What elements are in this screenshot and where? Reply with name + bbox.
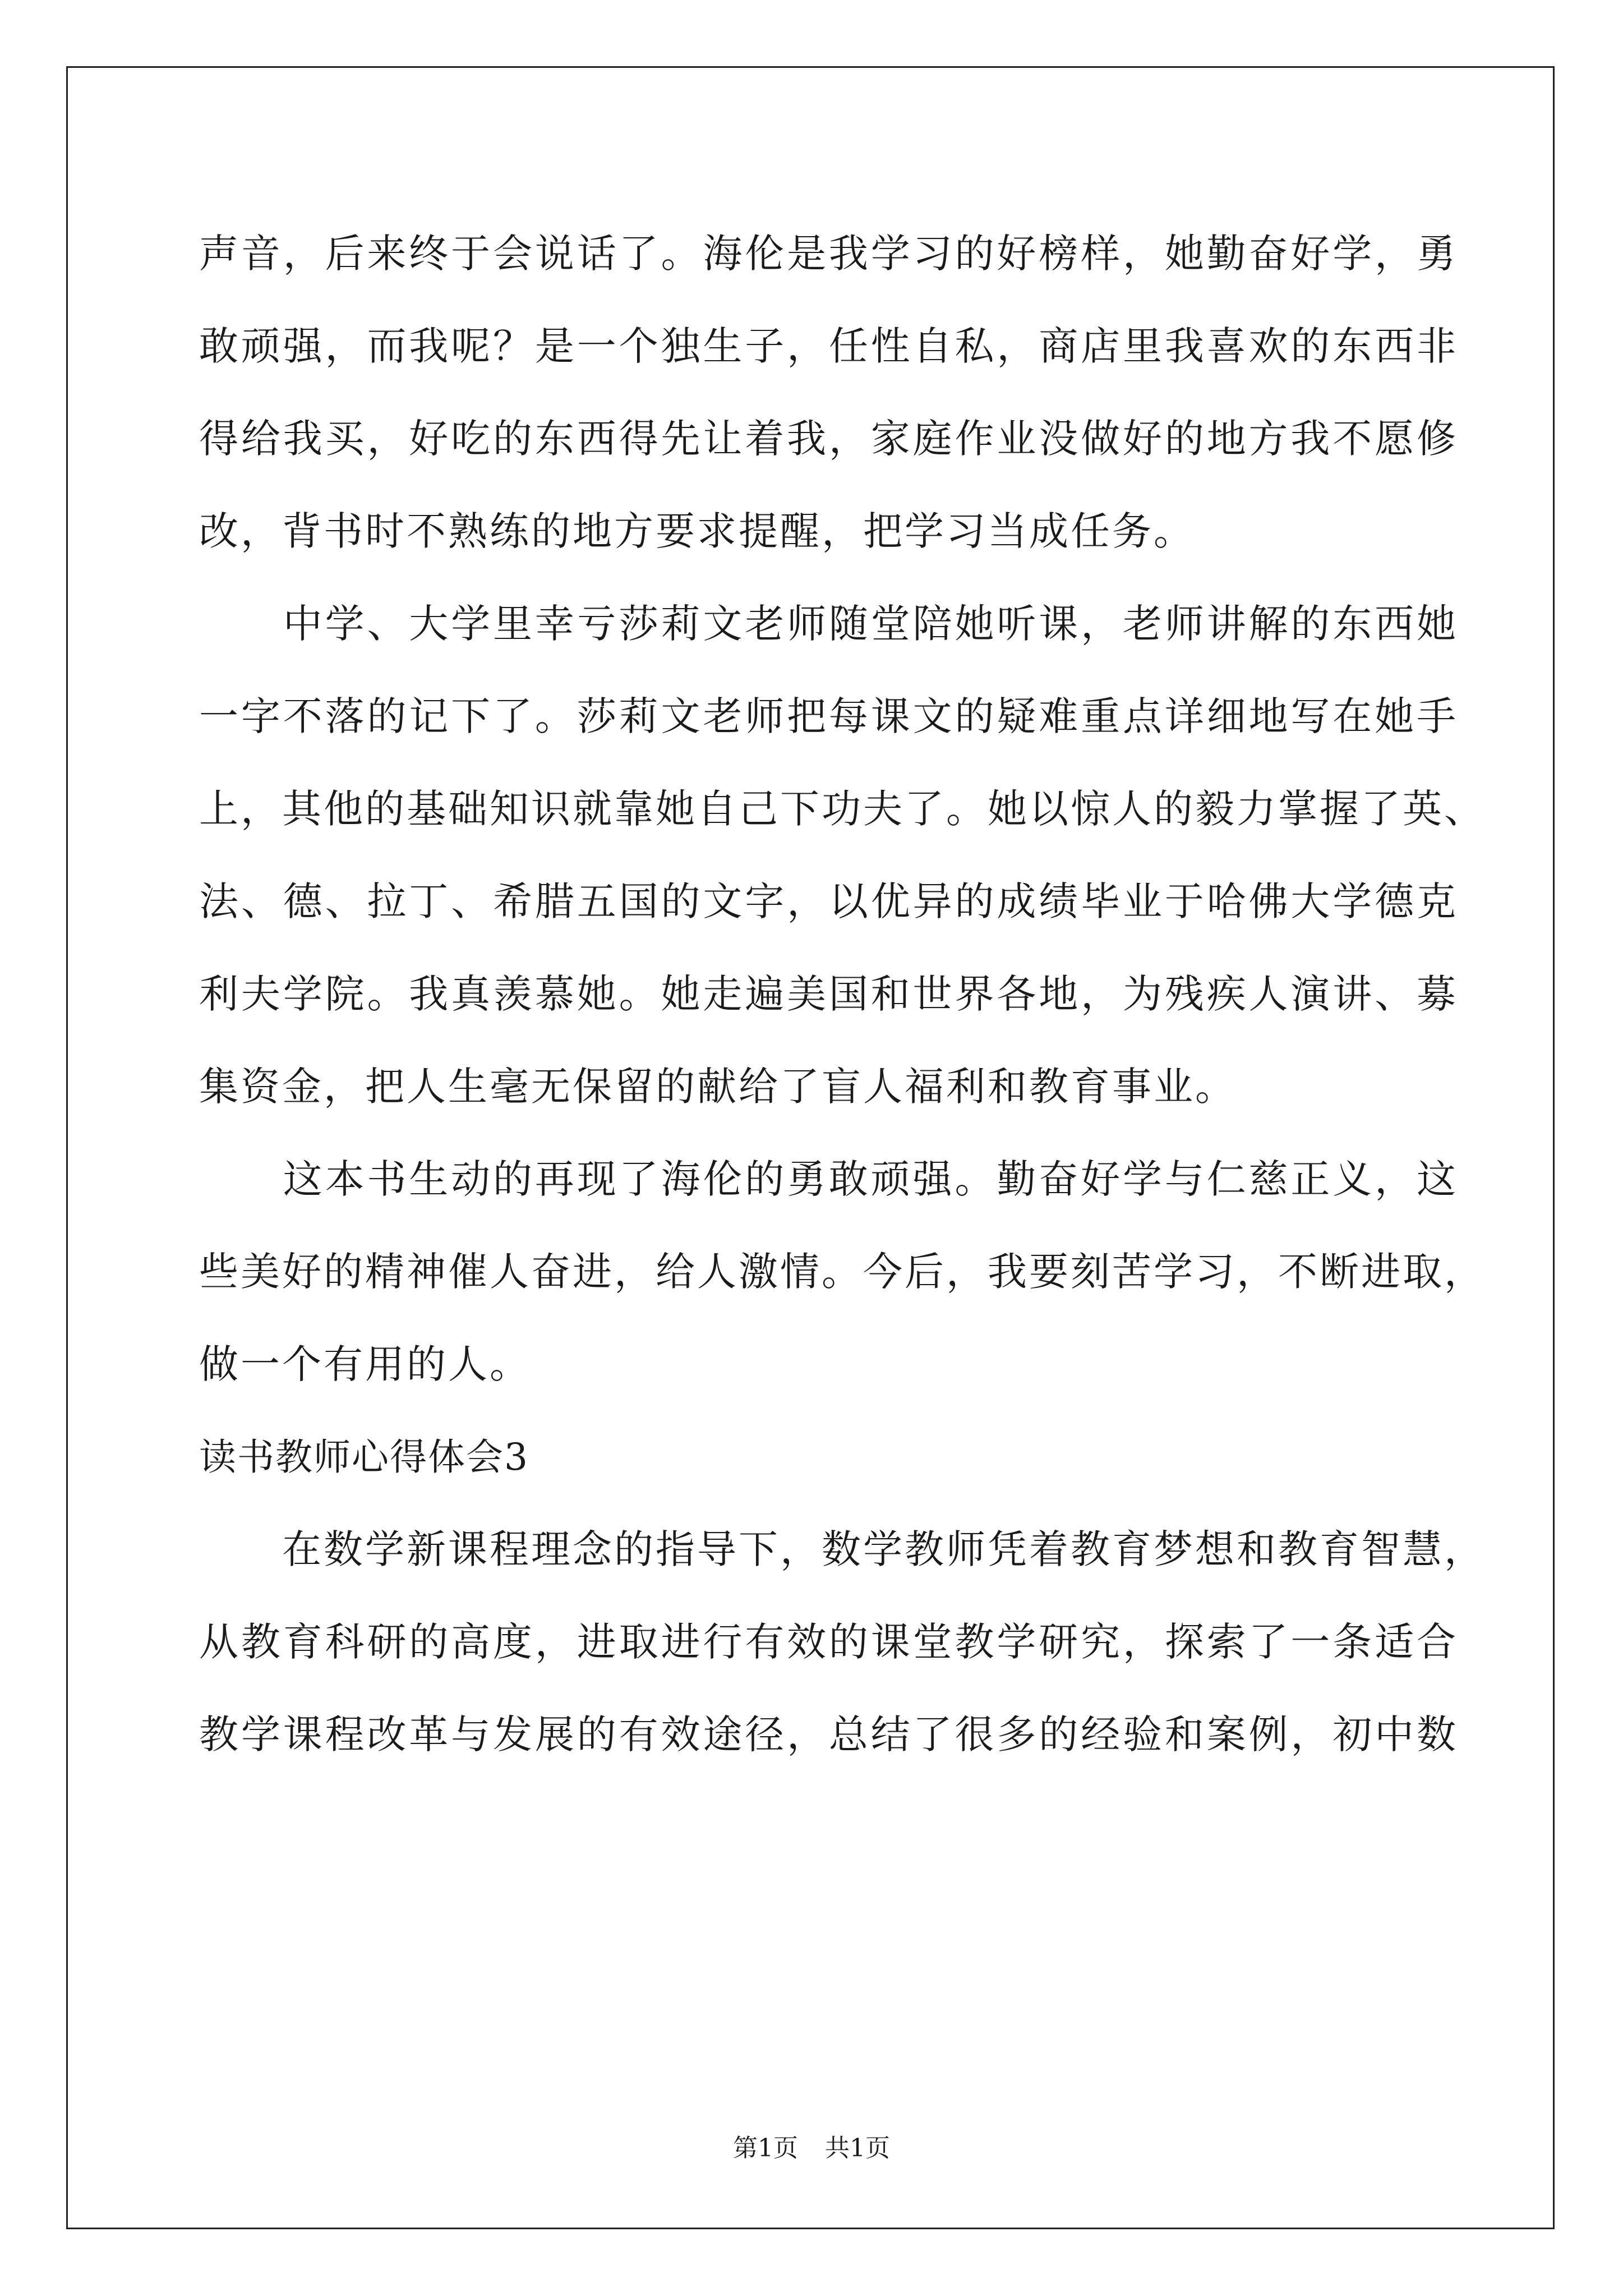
text-line: 中学、大学里幸亏莎莉文老师随堂陪她听课，老师讲解的东西她 bbox=[199, 601, 1458, 647]
text-line: 上，其他的基础知识就靠她自己下功夫了。她以惊人的毅力掌握了英、 bbox=[199, 786, 1486, 832]
text-line: 敢顽强，而我呢？是一个独生子，任性自私，商店里我喜欢的东西非 bbox=[199, 323, 1458, 369]
page-total: 共1页 bbox=[825, 2134, 890, 2162]
text-line: 这本书生动的再现了海伦的勇敢顽强。勤奋好学与仁慈正义，这 bbox=[199, 1156, 1458, 1202]
text-line: 集资金，把人生毫无保留的献给了盲人福利和教育事业。 bbox=[199, 1064, 1237, 1110]
text-line: 声音，后来终于会说话了。海伦是我学习的好榜样，她勤奋好学，勇 bbox=[199, 231, 1458, 277]
text-line: 利夫学院。我真羡慕她。她走遍美国和世界各地，为残疾人演讲、募 bbox=[199, 971, 1458, 1017]
text-line: 法、德、拉丁、希腊五国的文字，以优异的成绩毕业于哈佛大学德克 bbox=[199, 878, 1458, 924]
page-number: 第1页 bbox=[733, 2134, 798, 2162]
text-line: 得给我买，好吃的东西得先让着我，家庭作业没做好的地方我不愿修 bbox=[199, 416, 1458, 462]
paragraph-4 bbox=[199, 1503, 1486, 1781]
text-line: 些美好的精神催人奋进，给人激情。今后，我要刻苦学习，不断进取， bbox=[199, 1249, 1486, 1295]
document-body bbox=[199, 208, 1486, 1781]
paragraph-2 bbox=[199, 578, 1486, 1133]
text-line: 一字不落的记下了。莎莉文老师把每课文的疑难重点详细地写在她手 bbox=[199, 693, 1458, 739]
text-line: 从教育科研的高度，进取进行有效的课堂教学研究，探索了一条适合 bbox=[199, 1619, 1458, 1665]
paragraph-1 bbox=[199, 208, 1458, 578]
text-line: 在数学新课程理念的指导下，数学教师凭着教育梦想和教育智慧， bbox=[199, 1526, 1486, 1572]
text-line: 做一个有用的人。 bbox=[199, 1341, 531, 1387]
text-line: 教学课程改革与发展的有效途径，总结了很多的经验和案例，初中数 bbox=[199, 1711, 1458, 1757]
section-heading: 读书教师心得体会3 bbox=[199, 1435, 529, 1479]
paragraph-3 bbox=[199, 1133, 1486, 1411]
text-line: 改，背书时不熟练的地方要求提醒，把学习当成任务。 bbox=[199, 508, 1195, 554]
page-footer bbox=[0, 2132, 1623, 2165]
